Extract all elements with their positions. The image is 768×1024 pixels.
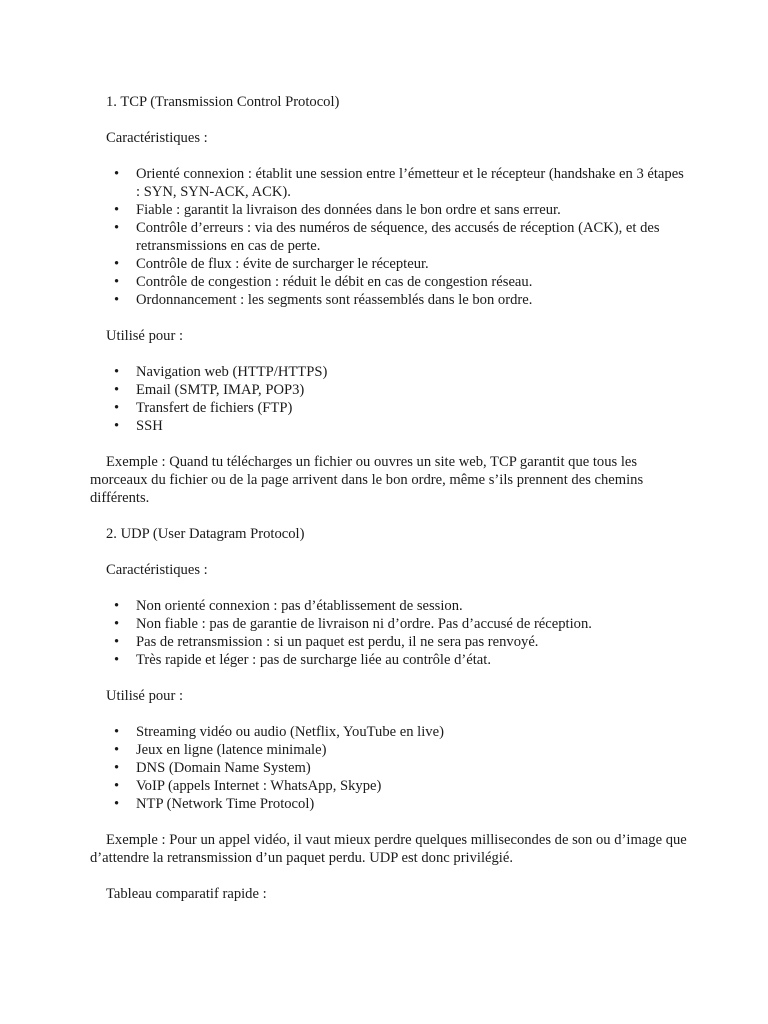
list-item: • Jeux en ligne (latence minimale) xyxy=(136,741,690,759)
list-item: • Fiable : garantit la livraison des données dans le bon ordre et sans erreur. xyxy=(136,201,690,219)
tcp-features-label: Caractéristiques : xyxy=(106,130,208,146)
comparison-table-label: Tableau comparatif rapide : xyxy=(106,886,267,902)
list-item: • Contrôle de flux : évite de surcharger le récepteur. xyxy=(136,255,690,273)
tcp-uses-list xyxy=(90,363,690,435)
udp-features-list xyxy=(90,597,690,669)
list-item: • Non orienté connexion : pas d’établissement de session. xyxy=(136,597,690,615)
document-page xyxy=(90,93,690,921)
tcp-features-list xyxy=(90,165,690,309)
udp-heading: 2. UDP (User Datagram Protocol) xyxy=(106,526,305,542)
list-item: • Transfert de fichiers (FTP) xyxy=(136,399,690,417)
list-item: • Très rapide et léger : pas de surcharge liée au contrôle d’état. xyxy=(136,651,690,669)
list-item: • Ordonnancement : les segments sont réassemblés dans le bon ordre. xyxy=(136,291,690,309)
list-item: • Orienté connexion : établit une session entre l’émetteur et le récepteur (handshake en 3 étapes : SYN, SYN-ACK, ACK). xyxy=(136,165,690,201)
list-item: • Non fiable : pas de garantie de livraison ni d’ordre. Pas d’accusé de réception. xyxy=(136,615,690,633)
udp-uses-label: Utilisé pour : xyxy=(106,688,184,704)
list-item: • Pas de retransmission : si un paquet est perdu, il ne sera pas renvoyé. xyxy=(136,633,690,651)
tcp-uses-label: Utilisé pour : xyxy=(106,328,184,344)
list-item: • Contrôle d’erreurs : via des numéros de séquence, des accusés de réception (ACK), et des retransmissions en cas de perte. xyxy=(136,219,690,255)
list-item: • NTP (Network Time Protocol) xyxy=(136,795,690,813)
list-item: • SSH xyxy=(136,417,690,435)
udp-uses-list xyxy=(90,723,690,813)
list-item: • Contrôle de congestion : réduit le débit en cas de congestion réseau. xyxy=(136,273,690,291)
list-item: • Navigation web (HTTP/HTTPS) xyxy=(136,363,690,381)
tcp-example: Exemple : Quand tu télécharges un fichier ou ouvres un site web, TCP garantit que tous les morceaux du fichier ou de la page arrivent dans le bon ordre, même s’ils prennent des chemins différents. xyxy=(90,454,644,506)
list-item: • Streaming vidéo ou audio (Netflix, YouTube en live) xyxy=(136,723,690,741)
list-item: • VoIP (appels Internet : WhatsApp, Skype) xyxy=(136,777,690,795)
udp-example: Exemple : Pour un appel vidéo, il vaut mieux perdre quelques millisecondes de son ou d’image que d’attendre la retransmission d’un paquet perdu. UDP est donc privilégié. xyxy=(90,832,687,866)
list-item: • Email (SMTP, IMAP, POP3) xyxy=(136,381,690,399)
tcp-heading: 1. TCP (Transmission Control Protocol) xyxy=(106,94,340,110)
udp-features-label: Caractéristiques : xyxy=(106,562,208,578)
list-item: • DNS (Domain Name System) xyxy=(136,759,690,777)
